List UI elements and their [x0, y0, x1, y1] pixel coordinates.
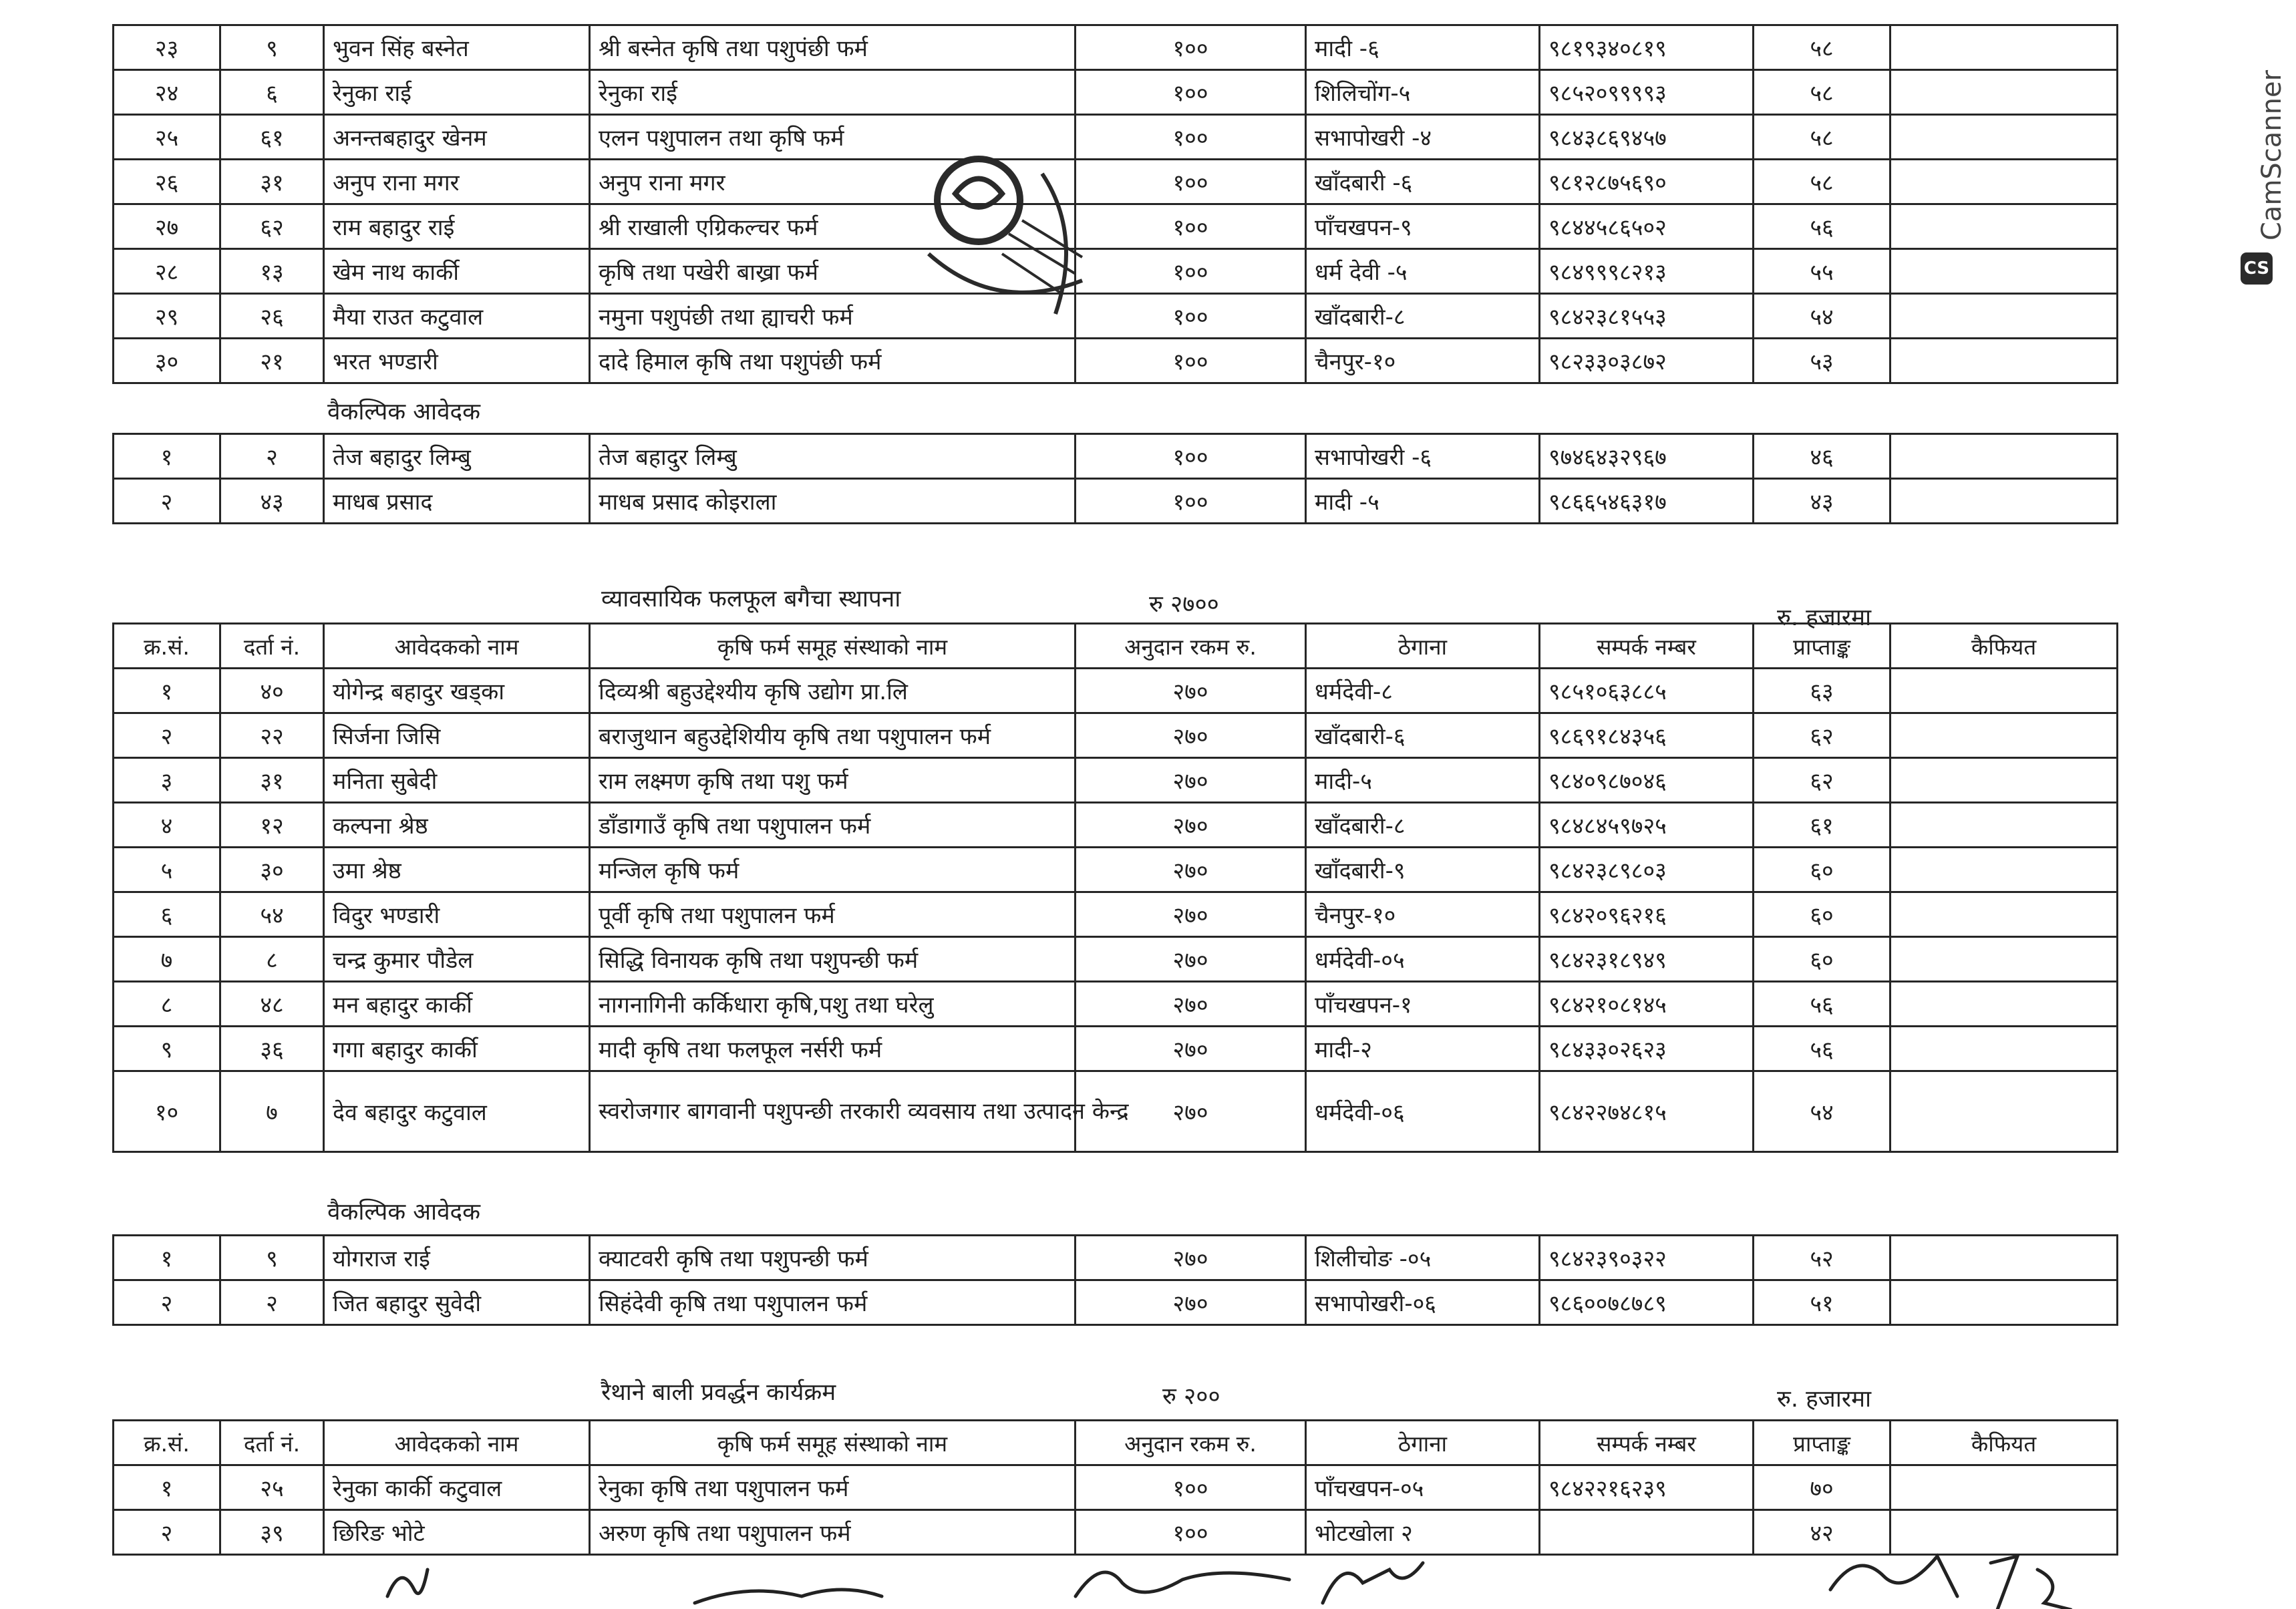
cell-contact-number: ९८६९१८४३५६ — [1540, 713, 1754, 758]
cell-reg-no: २ — [220, 434, 324, 479]
cell-address: सभापोखरी -४ — [1306, 115, 1540, 160]
section2-amount: रु २७०० — [1149, 591, 1219, 618]
cell-remarks — [1891, 479, 2118, 524]
cell-sn: ७ — [114, 937, 220, 982]
cell-reg-no: ६२ — [220, 204, 324, 249]
cell-remarks — [1891, 1236, 2118, 1280]
cell-applicant-name: तेज बहादुर लिम्बु — [324, 434, 590, 479]
header-remarks: कैफियत — [1891, 1421, 2118, 1465]
cell-reg-no: ९ — [220, 25, 324, 70]
cell-grant-amount: २७० — [1076, 982, 1306, 1027]
cell-grant-amount: १०० — [1076, 249, 1306, 294]
cell-reg-no: २२ — [220, 713, 324, 758]
cell-sn: ३० — [114, 339, 220, 383]
cell-contact-number: ९८४२०९६२१६ — [1540, 892, 1754, 937]
cell-contact-number: ९८५१०६३८८५ — [1540, 669, 1754, 713]
cell-score: ५१ — [1754, 1280, 1891, 1325]
cell-remarks — [1891, 339, 2118, 383]
cell-sn: २ — [114, 713, 220, 758]
cell-score: ५२ — [1754, 1236, 1891, 1280]
cell-address: चैनपुर-१० — [1306, 892, 1540, 937]
cell-farm-name: माधब प्रसाद कोइराला — [590, 479, 1076, 524]
cell-address: खाँदबारी-६ — [1306, 713, 1540, 758]
cell-applicant-name: छिरिङ भोटे — [324, 1510, 590, 1555]
cell-contact-number: ९८५२०९९९९३ — [1540, 70, 1754, 115]
cell-applicant-name: अनुप राना मगर — [324, 160, 590, 204]
cell-remarks — [1891, 937, 2118, 982]
cell-contact-number: ९८४२३८९८०३ — [1540, 848, 1754, 892]
cell-remarks — [1891, 758, 2118, 803]
cell-reg-no: ७ — [220, 1071, 324, 1152]
cell-contact-number: ९८६००७८७८९ — [1540, 1280, 1754, 1325]
camscanner-label: CamScanner — [2257, 69, 2287, 240]
cell-reg-no: ६ — [220, 70, 324, 115]
cell-sn: १ — [114, 1236, 220, 1280]
cell-reg-no: ५४ — [220, 892, 324, 937]
cell-sn: २४ — [114, 70, 220, 115]
cell-remarks — [1891, 803, 2118, 848]
cell-score: ५८ — [1754, 160, 1891, 204]
cell-applicant-name: कल्पना श्रेष्ठ — [324, 803, 590, 848]
table-row — [114, 294, 2118, 339]
cell-sn: २८ — [114, 249, 220, 294]
cell-farm-name: पूर्वी कृषि तथा पशुपालन फर्म — [590, 892, 1076, 937]
table-row — [114, 1027, 2118, 1071]
cell-sn: ८ — [114, 982, 220, 1027]
cell-score: ५५ — [1754, 249, 1891, 294]
cell-applicant-name: योगेन्द्र बहादुर खड्का — [324, 669, 590, 713]
cell-sn: १ — [114, 669, 220, 713]
table-row — [114, 937, 2118, 982]
cell-sn: २९ — [114, 294, 220, 339]
cell-address: धर्मदेवी-८ — [1306, 669, 1540, 713]
cell-score: ५६ — [1754, 204, 1891, 249]
cell-contact-number: ९८४२२१६२३९ — [1540, 1465, 1754, 1510]
cell-contact-number: ९८४३३०२६२३ — [1540, 1027, 1754, 1071]
cell-remarks — [1891, 713, 2118, 758]
cell-applicant-name: विदुर भण्डारी — [324, 892, 590, 937]
cell-score: ६१ — [1754, 803, 1891, 848]
cell-applicant-name: चन्द्र कुमार पौडेल — [324, 937, 590, 982]
header-grant-amount: अनुदान रकम रु. — [1076, 624, 1306, 669]
cell-applicant-name: भरत भण्डारी — [324, 339, 590, 383]
cell-grant-amount: १०० — [1076, 479, 1306, 524]
cell-score: ६० — [1754, 848, 1891, 892]
camscanner-logo: CS — [2241, 252, 2273, 285]
table-row — [114, 758, 2118, 803]
cell-farm-name: दिव्यश्री बहुउद्देश्यीय कृषि उद्योग प्रा.लि — [590, 669, 1076, 713]
cell-remarks — [1891, 1027, 2118, 1071]
cell-applicant-name: उमा श्रेष्ठ — [324, 848, 590, 892]
cell-address: मादी -६ — [1306, 25, 1540, 70]
header-address: ठेगाना — [1306, 624, 1540, 669]
cell-reg-no: ३१ — [220, 160, 324, 204]
cell-reg-no: १३ — [220, 249, 324, 294]
cell-farm-name: तेज बहादुर लिम्बु — [590, 434, 1076, 479]
cell-farm-name: सिहंदेवी कृषि तथा पशुपालन फर्म — [590, 1280, 1076, 1325]
cell-reg-no: ३६ — [220, 1027, 324, 1071]
cell-grant-amount: २७० — [1076, 1071, 1306, 1152]
cell-remarks — [1891, 160, 2118, 204]
cell-reg-no: २ — [220, 1280, 324, 1325]
table-row — [114, 339, 2118, 383]
table-header-row — [114, 624, 2118, 669]
table-row — [114, 1236, 2118, 1280]
cell-contact-number: ९८६६५४६३१७ — [1540, 479, 1754, 524]
cell-farm-name: एलन पशुपालन तथा कृषि फर्म — [590, 115, 1076, 160]
alt-label-section1: वैकल्पिक आवेदक — [327, 399, 481, 425]
header-remarks: कैफियत — [1891, 624, 2118, 669]
table-row — [114, 70, 2118, 115]
cell-reg-no: ४३ — [220, 479, 324, 524]
cell-address: धर्म देवी -५ — [1306, 249, 1540, 294]
cell-sn: २ — [114, 1280, 220, 1325]
cell-sn: २७ — [114, 204, 220, 249]
cell-address: शिलिचोंग-५ — [1306, 70, 1540, 115]
cell-farm-name: डाँडागाउँ कृषि तथा पशुपालन फर्म — [590, 803, 1076, 848]
cell-score: ४२ — [1754, 1510, 1891, 1555]
cell-sn: ५ — [114, 848, 220, 892]
cell-grant-amount: २७० — [1076, 803, 1306, 848]
cell-farm-name: क्याटवरी कृषि तथा पशुपन्छी फर्म — [590, 1236, 1076, 1280]
cell-reg-no: ३० — [220, 848, 324, 892]
cell-grant-amount: १०० — [1076, 70, 1306, 115]
cell-score: ५४ — [1754, 294, 1891, 339]
cell-grant-amount: १०० — [1076, 204, 1306, 249]
cell-score: ५८ — [1754, 25, 1891, 70]
cell-sn: ९ — [114, 1027, 220, 1071]
cell-applicant-name: रेनुका राई — [324, 70, 590, 115]
table-row — [114, 25, 2118, 70]
cell-contact-number: ९८४९९९८२१३ — [1540, 249, 1754, 294]
header-score: प्राप्ताङ्क — [1754, 1421, 1891, 1465]
cell-farm-name: मादी कृषि तथा फलफूल नर्सरी फर्म — [590, 1027, 1076, 1071]
table-row — [114, 669, 2118, 713]
cell-sn: २३ — [114, 25, 220, 70]
cell-sn: २ — [114, 479, 220, 524]
cell-address: मादी-२ — [1306, 1027, 1540, 1071]
cell-address: पाँचखपन-९ — [1306, 204, 1540, 249]
cell-score: ५४ — [1754, 1071, 1891, 1152]
table-section1 — [112, 24, 2118, 384]
table-row — [114, 249, 2118, 294]
cell-reg-no: ६१ — [220, 115, 324, 160]
cell-score: ५६ — [1754, 982, 1891, 1027]
cell-farm-name: नमुना पशुपंछी तथा ह्याचरी फर्म — [590, 294, 1076, 339]
cell-farm-name: राम लक्ष्मण कृषि तथा पशु फर्म — [590, 758, 1076, 803]
cell-grant-amount: १०० — [1076, 25, 1306, 70]
cell-remarks — [1891, 434, 2118, 479]
cell-farm-name: रेनुका राई — [590, 70, 1076, 115]
cell-applicant-name: राम बहादुर राई — [324, 204, 590, 249]
cell-address: खाँदबारी-८ — [1306, 803, 1540, 848]
cell-remarks — [1891, 1510, 2118, 1555]
cell-grant-amount: १०० — [1076, 434, 1306, 479]
cell-contact-number: ९८४८४५९७२५ — [1540, 803, 1754, 848]
cell-farm-name: श्री बस्नेत कृषि तथा पशुपंछी फर्म — [590, 25, 1076, 70]
cell-score: ६२ — [1754, 713, 1891, 758]
cell-remarks — [1891, 70, 2118, 115]
header-applicant-name: आवेदकको नाम — [324, 624, 590, 669]
cell-score: ४३ — [1754, 479, 1891, 524]
table-row — [114, 1071, 2118, 1152]
cell-contact-number: ९८१२८७५६९० — [1540, 160, 1754, 204]
table-row — [114, 713, 2118, 758]
cell-remarks — [1891, 294, 2118, 339]
section2-unit: रु. हजारमा — [1777, 604, 1872, 631]
cell-score: ६० — [1754, 892, 1891, 937]
cell-remarks — [1891, 25, 2118, 70]
header-sn: क्र.सं. — [114, 624, 220, 669]
table-row — [114, 1510, 2118, 1555]
header-address: ठेगाना — [1306, 1421, 1540, 1465]
cell-score: ६० — [1754, 937, 1891, 982]
cell-remarks — [1891, 892, 2118, 937]
cell-sn: १ — [114, 434, 220, 479]
cell-remarks — [1891, 1280, 2118, 1325]
section3-unit: रु. हजारमा — [1777, 1386, 1872, 1413]
cell-applicant-name: जित बहादुर सुवेदी — [324, 1280, 590, 1325]
table-row — [114, 892, 2118, 937]
cell-address: सभापोखरी-०६ — [1306, 1280, 1540, 1325]
cell-address: धर्मदेवी-०५ — [1306, 937, 1540, 982]
cell-contact-number: ९८४२२७४८१५ — [1540, 1071, 1754, 1152]
header-contact-number: सम्पर्क नम्बर — [1540, 1421, 1754, 1465]
cell-applicant-name: रेनुका कार्की कटुवाल — [324, 1465, 590, 1510]
cell-address: भोटखोला २ — [1306, 1510, 1540, 1555]
alt-label-section2: वैकल्पिक आवेदक — [327, 1199, 481, 1226]
cell-farm-name: मन्जिल कृषि फर्म — [590, 848, 1076, 892]
cell-reg-no: ८ — [220, 937, 324, 982]
cell-reg-no: ४८ — [220, 982, 324, 1027]
header-farm-name: कृषि फर्म समूह संस्थाको नाम — [590, 624, 1076, 669]
table-row — [114, 848, 2118, 892]
cell-score: ६३ — [1754, 669, 1891, 713]
cell-address: पाँचखपन-१ — [1306, 982, 1540, 1027]
section3-title: रैथाने बाली प्रवर्द्धन कार्यक्रम — [601, 1379, 836, 1406]
header-contact-number: सम्पर्क नम्बर — [1540, 624, 1754, 669]
table-row — [114, 115, 2118, 160]
cell-farm-name: अरुण कृषि तथा पशुपालन फर्म — [590, 1510, 1076, 1555]
cell-grant-amount: २७० — [1076, 848, 1306, 892]
cell-applicant-name: मनिता सुबेदी — [324, 758, 590, 803]
cell-farm-name: बराजुथान बहुउद्देशियीय कृषि तथा पशुपालन फर्म — [590, 713, 1076, 758]
cell-remarks — [1891, 204, 2118, 249]
table-row — [114, 1465, 2118, 1510]
cell-reg-no: २५ — [220, 1465, 324, 1510]
table-row — [114, 204, 2118, 249]
cell-grant-amount: २७० — [1076, 1027, 1306, 1071]
section2-title: व्यावसायिक फलफूल बगैचा स्थापना — [601, 586, 901, 612]
table-header-row — [114, 1421, 2118, 1465]
section3-amount: रु २०० — [1162, 1383, 1220, 1410]
cell-farm-name: स्वरोजगार बागवानी पशुपन्छी तरकारी व्यवसाय तथा उत्पादन केन्द्र — [590, 1071, 1076, 1152]
cell-grant-amount: २७० — [1076, 758, 1306, 803]
cell-grant-amount: २७० — [1076, 937, 1306, 982]
cell-reg-no: १२ — [220, 803, 324, 848]
table-row — [114, 479, 2118, 524]
header-reg-no: दर्ता नं. — [220, 1421, 324, 1465]
cell-address: खाँदबारी-९ — [1306, 848, 1540, 892]
cell-remarks — [1891, 669, 2118, 713]
cell-score: ५८ — [1754, 70, 1891, 115]
cell-address: पाँचखपन-०५ — [1306, 1465, 1540, 1510]
cell-contact-number: ९८४२३८१५५३ — [1540, 294, 1754, 339]
cell-sn: ३ — [114, 758, 220, 803]
signatures-icon — [374, 1550, 2178, 1609]
cell-score: ५६ — [1754, 1027, 1891, 1071]
cell-applicant-name: मैया राउत कटुवाल — [324, 294, 590, 339]
cell-address: सभापोखरी -६ — [1306, 434, 1540, 479]
cell-remarks — [1891, 249, 2118, 294]
cell-applicant-name: सिर्जना जिसि — [324, 713, 590, 758]
table-row — [114, 982, 2118, 1027]
cell-applicant-name: अनन्तबहादुर खेनम — [324, 115, 590, 160]
cell-farm-name: सिद्धि विनायक कृषि तथा पशुपन्छी फर्म — [590, 937, 1076, 982]
header-grant-amount: अनुदान रकम रु. — [1076, 1421, 1306, 1465]
cell-grant-amount: २७० — [1076, 892, 1306, 937]
cell-grant-amount: १०० — [1076, 1465, 1306, 1510]
header-reg-no: दर्ता नं. — [220, 624, 324, 669]
cell-farm-name: अनुप राना मगर — [590, 160, 1076, 204]
cell-reg-no: ४० — [220, 669, 324, 713]
cell-sn: ४ — [114, 803, 220, 848]
cell-farm-name: नागनागिनी कर्किधारा कृषि,पशु तथा घरेलु — [590, 982, 1076, 1027]
cell-remarks — [1891, 982, 2118, 1027]
cell-address: खाँदबारी-८ — [1306, 294, 1540, 339]
cell-sn: ६ — [114, 892, 220, 937]
header-farm-name: कृषि फर्म समूह संस्थाको नाम — [590, 1421, 1076, 1465]
cell-sn: १० — [114, 1071, 220, 1152]
cell-score: ७० — [1754, 1465, 1891, 1510]
cell-contact-number: ९८२३३०३८७२ — [1540, 339, 1754, 383]
cell-grant-amount: १०० — [1076, 115, 1306, 160]
cell-contact-number: ९८१९३४०८१९ — [1540, 25, 1754, 70]
cell-grant-amount: १०० — [1076, 294, 1306, 339]
header-score: प्राप्ताङ्क — [1754, 624, 1891, 669]
cell-reg-no: ३१ — [220, 758, 324, 803]
cell-contact-number: ९८४३८६९४५७ — [1540, 115, 1754, 160]
cell-reg-no: ३९ — [220, 1510, 324, 1555]
cell-score: ५३ — [1754, 339, 1891, 383]
cell-score: ६२ — [1754, 758, 1891, 803]
cell-applicant-name: माधब प्रसाद — [324, 479, 590, 524]
cell-grant-amount: १०० — [1076, 339, 1306, 383]
cell-sn: २ — [114, 1510, 220, 1555]
cell-applicant-name: खेम नाथ कार्की — [324, 249, 590, 294]
cell-farm-name: श्री राखाली एग्रिकल्चर फर्म — [590, 204, 1076, 249]
cell-contact-number: ९८४२३१८९४९ — [1540, 937, 1754, 982]
cell-farm-name: कृषि तथा पखेरी बाख्रा फर्म — [590, 249, 1076, 294]
table-row — [114, 803, 2118, 848]
cell-contact-number: ९८४२३९०३२२ — [1540, 1236, 1754, 1280]
cell-address: मादी-५ — [1306, 758, 1540, 803]
cell-address: शिलीचोङ -०५ — [1306, 1236, 1540, 1280]
cell-sn: २५ — [114, 115, 220, 160]
header-sn: क्र.सं. — [114, 1421, 220, 1465]
cell-farm-name: रेनुका कृषि तथा पशुपालन फर्म — [590, 1465, 1076, 1510]
cell-reg-no: ९ — [220, 1236, 324, 1280]
cell-contact-number: ९८४२१०८१४५ — [1540, 982, 1754, 1027]
cell-grant-amount: २७० — [1076, 1280, 1306, 1325]
cell-score: ४६ — [1754, 434, 1891, 479]
header-applicant-name: आवेदकको नाम — [324, 1421, 590, 1465]
cell-applicant-name: गगा बहादुर कार्की — [324, 1027, 590, 1071]
cell-contact-number: ९७४६४३२९६७ — [1540, 434, 1754, 479]
table-section2 — [112, 622, 2118, 1153]
cell-remarks — [1891, 848, 2118, 892]
cell-applicant-name: योगराज राई — [324, 1236, 590, 1280]
cell-applicant-name: मन बहादुर कार्की — [324, 982, 590, 1027]
cell-sn: २६ — [114, 160, 220, 204]
cell-contact-number — [1540, 1510, 1754, 1555]
cell-address: धर्मदेवी-०६ — [1306, 1071, 1540, 1152]
cell-address: खाँदबारी -६ — [1306, 160, 1540, 204]
cell-farm-name: दादे हिमाल कृषि तथा पशुपंछी फर्म — [590, 339, 1076, 383]
table-section1-alt — [112, 433, 2118, 524]
table-row — [114, 160, 2118, 204]
cell-remarks — [1891, 1071, 2118, 1152]
cell-remarks — [1891, 115, 2118, 160]
cell-applicant-name: भुवन सिंह बस्नेत — [324, 25, 590, 70]
cell-contact-number: ९८४४५८६५०२ — [1540, 204, 1754, 249]
cell-grant-amount: १०० — [1076, 1510, 1306, 1555]
cell-grant-amount: २७० — [1076, 1236, 1306, 1280]
cell-reg-no: २६ — [220, 294, 324, 339]
table-row — [114, 1280, 2118, 1325]
cell-contact-number: ९८४०९८७०४६ — [1540, 758, 1754, 803]
cell-grant-amount: २७० — [1076, 713, 1306, 758]
cell-grant-amount: १०० — [1076, 160, 1306, 204]
table-section2-alt — [112, 1234, 2118, 1326]
table-row — [114, 434, 2118, 479]
cell-sn: १ — [114, 1465, 220, 1510]
cell-address: चैनपुर-१० — [1306, 339, 1540, 383]
cell-address: मादी -५ — [1306, 479, 1540, 524]
cell-grant-amount: २७० — [1076, 669, 1306, 713]
cell-applicant-name: देव बहादुर कटुवाल — [324, 1071, 590, 1152]
cell-score: ५८ — [1754, 115, 1891, 160]
cell-remarks — [1891, 1465, 2118, 1510]
table-section3 — [112, 1419, 2118, 1556]
cell-reg-no: २१ — [220, 339, 324, 383]
